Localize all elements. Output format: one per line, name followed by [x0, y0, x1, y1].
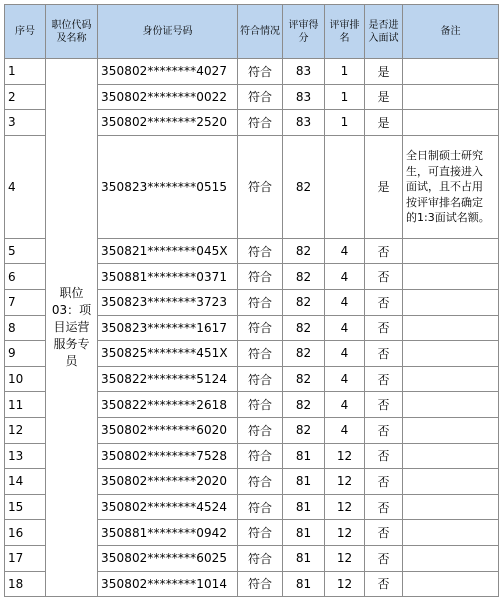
cell-remark	[403, 494, 499, 520]
header-score: 评审得 分	[283, 5, 325, 59]
header-seq: 序号	[5, 5, 46, 59]
cell-status: 符合	[238, 341, 283, 367]
cell-seq: 15	[5, 494, 46, 520]
cell-id-number: 350823********3723	[98, 289, 238, 315]
cell-interview: 是	[365, 135, 403, 238]
cell-interview: 否	[365, 443, 403, 469]
cell-score: 82	[283, 238, 325, 264]
cell-seq: 1	[5, 59, 46, 85]
remark-line: 全日制硕士研究	[406, 149, 483, 163]
cell-seq: 16	[5, 520, 46, 546]
cell-rank: 4	[325, 366, 365, 392]
cell-remark	[403, 392, 499, 418]
cell-rank: 12	[325, 494, 365, 520]
cell-status: 符合	[238, 264, 283, 290]
cell-id-number: 350823********1617	[98, 315, 238, 341]
cell-interview: 否	[365, 392, 403, 418]
cell-id-number: 350802********2520	[98, 110, 238, 136]
table-row	[5, 59, 499, 85]
job-title-line: 服务专	[53, 337, 90, 352]
cell-score: 82	[283, 264, 325, 290]
job-title-line: 职位	[59, 286, 84, 301]
cell-score: 81	[283, 571, 325, 597]
cell-seq: 13	[5, 443, 46, 469]
remark-line: 面试，且不占用	[406, 180, 483, 194]
cell-remark	[403, 59, 499, 85]
cell-status: 符合	[238, 545, 283, 571]
cell-score: 82	[283, 341, 325, 367]
cell-interview: 否	[365, 315, 403, 341]
cell-score: 81	[283, 520, 325, 546]
cell-id-number: 350822********5124	[98, 366, 238, 392]
cell-interview: 否	[365, 417, 403, 443]
cell-status: 符合	[238, 469, 283, 495]
cell-rank: 4	[325, 238, 365, 264]
cell-interview: 否	[365, 520, 403, 546]
cell-id-number: 350802********7528	[98, 443, 238, 469]
cell-score: 83	[283, 84, 325, 110]
cell-status: 符合	[238, 366, 283, 392]
cell-id-number: 350821********045X	[98, 238, 238, 264]
table-body	[5, 59, 499, 597]
cell-status: 符合	[238, 110, 283, 136]
cell-remark	[403, 84, 499, 110]
cell-remark	[403, 520, 499, 546]
cell-id-number: 350881********0371	[98, 264, 238, 290]
cell-seq: 2	[5, 84, 46, 110]
cell-score: 81	[283, 494, 325, 520]
cell-id-number: 350802********1014	[98, 571, 238, 597]
cell-rank: 12	[325, 443, 365, 469]
cell-status: 符合	[238, 392, 283, 418]
header-remark: 备注	[403, 5, 499, 59]
cell-rank: 4	[325, 264, 365, 290]
cell-rank: 12	[325, 545, 365, 571]
cell-id-number: 350823********0515	[98, 135, 238, 238]
cell-score: 82	[283, 315, 325, 341]
cell-status: 符合	[238, 238, 283, 264]
cell-interview: 否	[365, 289, 403, 315]
cell-score: 82	[283, 392, 325, 418]
cell-id-number: 350825********451X	[98, 341, 238, 367]
cell-rank: 12	[325, 469, 365, 495]
cell-score: 82	[283, 289, 325, 315]
cell-rank: 4	[325, 417, 365, 443]
cell-interview: 是	[365, 110, 403, 136]
cell-rank	[325, 135, 365, 238]
cell-id-number: 350802********6025	[98, 545, 238, 571]
cell-remark	[403, 571, 499, 597]
cell-seq: 18	[5, 571, 46, 597]
cell-interview: 否	[365, 264, 403, 290]
cell-interview: 是	[365, 84, 403, 110]
cell-remark	[403, 417, 499, 443]
cell-interview: 否	[365, 469, 403, 495]
cell-score: 81	[283, 469, 325, 495]
header-status: 符合情况	[238, 5, 283, 59]
cell-interview: 否	[365, 571, 403, 597]
cell-id-number: 350802********4027	[98, 59, 238, 85]
remark-line: 生，可直接进入	[406, 164, 483, 178]
cell-id-number: 350802********4524	[98, 494, 238, 520]
cell-score: 81	[283, 545, 325, 571]
cell-id-number: 350881********0942	[98, 520, 238, 546]
cell-id-number: 350802********6020	[98, 417, 238, 443]
cell-remark	[403, 135, 499, 238]
cell-remark	[403, 110, 499, 136]
cell-rank: 1	[325, 59, 365, 85]
header-row	[5, 5, 499, 59]
cell-status: 符合	[238, 571, 283, 597]
cell-score: 82	[283, 417, 325, 443]
cell-status: 符合	[238, 315, 283, 341]
job-title-line: 员	[65, 354, 78, 369]
cell-status: 符合	[238, 59, 283, 85]
cell-remark	[403, 545, 499, 571]
cell-remark	[403, 469, 499, 495]
cell-id-number: 350802********0022	[98, 84, 238, 110]
cell-interview: 否	[365, 494, 403, 520]
cell-seq: 12	[5, 417, 46, 443]
cell-seq: 14	[5, 469, 46, 495]
cell-seq: 17	[5, 545, 46, 571]
cell-job-title	[46, 59, 98, 597]
job-title-line: 目运营	[53, 320, 90, 335]
cell-score: 83	[283, 110, 325, 136]
cell-score: 83	[283, 59, 325, 85]
job-title-line: 03：项	[51, 303, 92, 318]
cell-remark	[403, 264, 499, 290]
cell-interview: 否	[365, 341, 403, 367]
cell-seq: 9	[5, 341, 46, 367]
cell-seq: 11	[5, 392, 46, 418]
cell-remark	[403, 289, 499, 315]
cell-interview: 否	[365, 238, 403, 264]
header-interview: 是否进 入面试	[365, 5, 403, 59]
cell-status: 符合	[238, 289, 283, 315]
cell-status: 符合	[238, 520, 283, 546]
cell-status: 符合	[238, 417, 283, 443]
cell-interview: 否	[365, 545, 403, 571]
cell-rank: 4	[325, 392, 365, 418]
cell-remark	[403, 315, 499, 341]
cell-seq: 7	[5, 289, 46, 315]
cell-rank: 4	[325, 315, 365, 341]
cell-seq: 5	[5, 238, 46, 264]
cell-status: 符合	[238, 84, 283, 110]
header-job: 职位代码 及名称	[46, 5, 98, 59]
cell-status: 符合	[238, 494, 283, 520]
cell-status: 符合	[238, 443, 283, 469]
cell-remark	[403, 366, 499, 392]
cell-score: 82	[283, 135, 325, 238]
cell-score: 82	[283, 366, 325, 392]
cell-score: 81	[283, 443, 325, 469]
cell-rank: 4	[325, 289, 365, 315]
cell-rank: 1	[325, 110, 365, 136]
cell-rank: 12	[325, 520, 365, 546]
remark-line: 的1:3面试名额。	[406, 211, 490, 225]
cell-remark	[403, 341, 499, 367]
results-table	[4, 4, 499, 597]
cell-status: 符合	[238, 135, 283, 238]
cell-seq: 10	[5, 366, 46, 392]
cell-rank: 4	[325, 341, 365, 367]
cell-interview: 是	[365, 59, 403, 85]
cell-seq: 4	[5, 135, 46, 238]
cell-id-number: 350822********2618	[98, 392, 238, 418]
cell-id-number: 350802********2020	[98, 469, 238, 495]
cell-rank: 12	[325, 571, 365, 597]
remark-line: 按评审排名确定	[406, 195, 483, 209]
cell-remark	[403, 238, 499, 264]
cell-seq: 3	[5, 110, 46, 136]
header-id: 身份证号码	[98, 5, 238, 59]
cell-rank: 1	[325, 84, 365, 110]
cell-remark	[403, 443, 499, 469]
cell-seq: 6	[5, 264, 46, 290]
cell-interview: 否	[365, 366, 403, 392]
cell-seq: 8	[5, 315, 46, 341]
header-rank: 评审排 名	[325, 5, 365, 59]
